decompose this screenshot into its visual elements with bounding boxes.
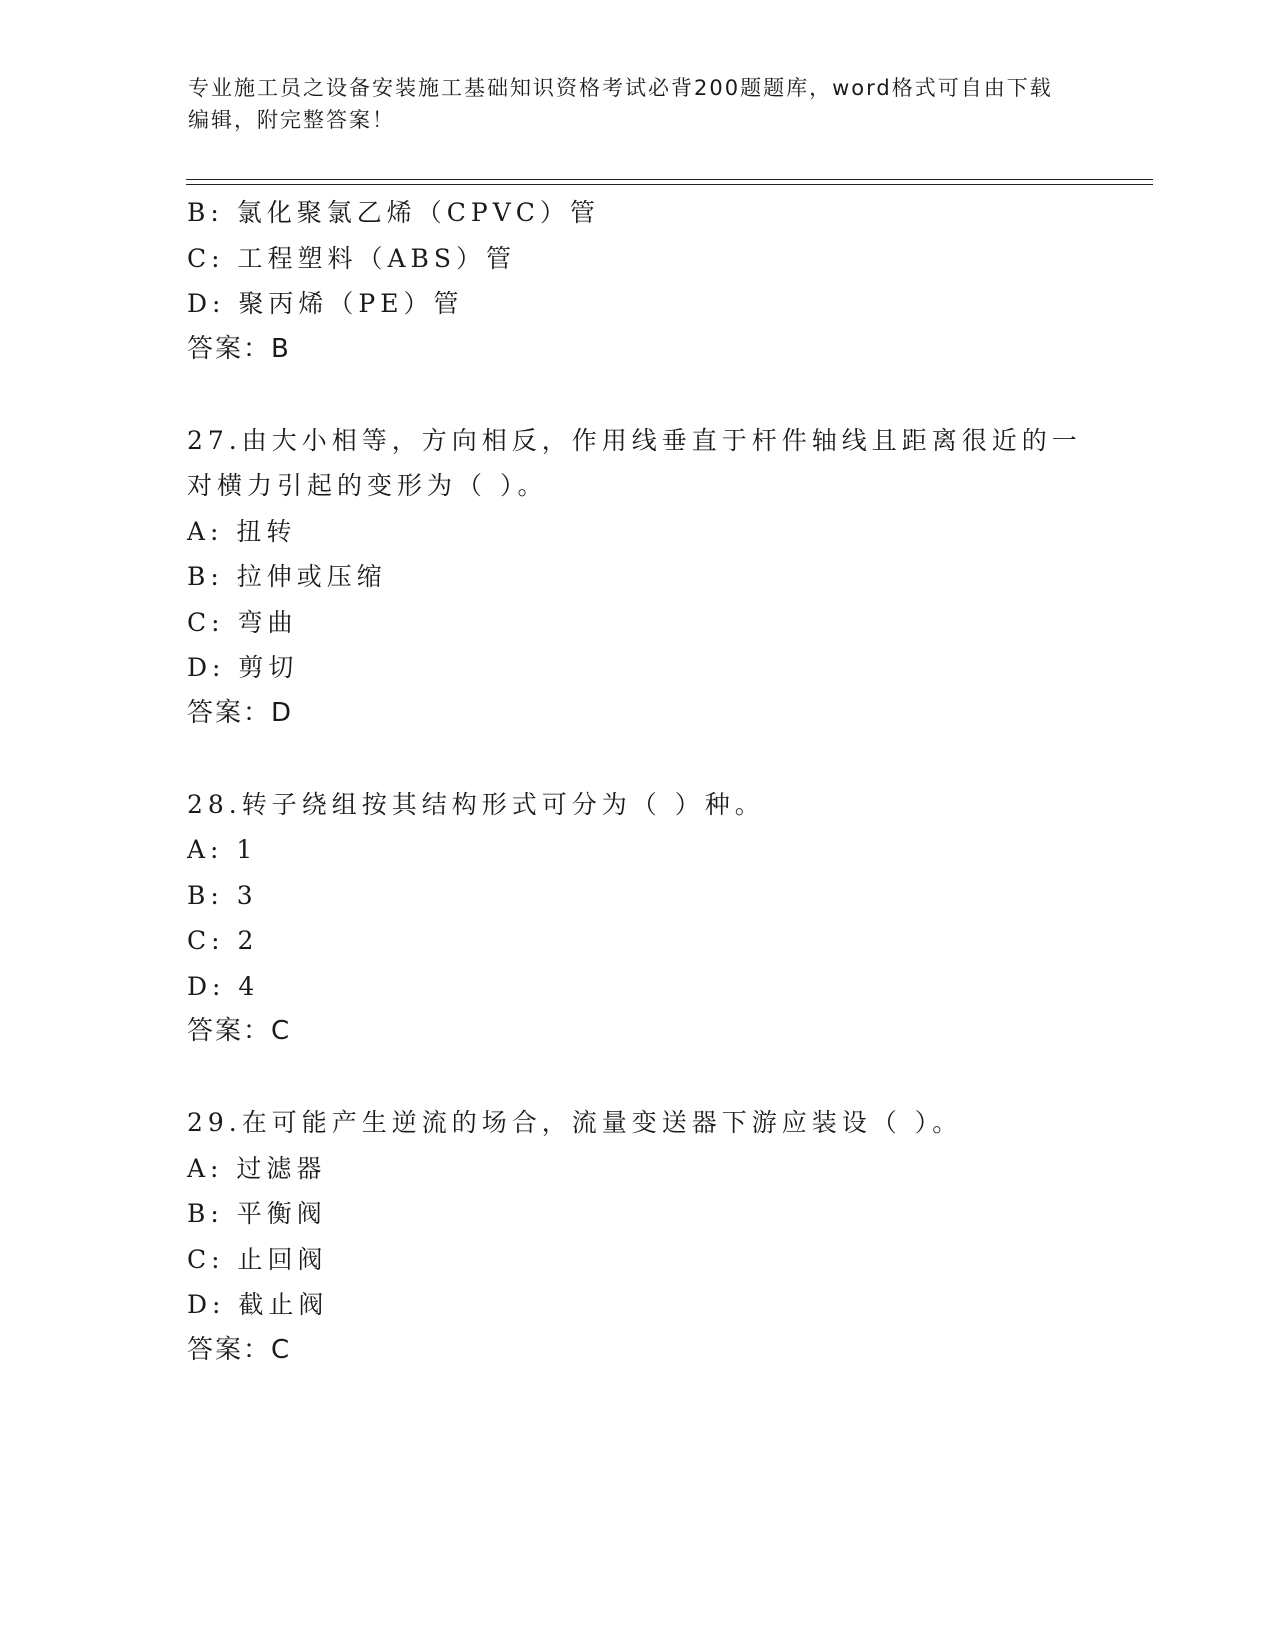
spacer (187, 736, 1147, 782)
option-d: D: 聚丙烯（PE）管 (187, 289, 464, 318)
option-b: B: 平衡阀 (187, 1199, 327, 1228)
answer-line: 答案：C (187, 1334, 292, 1365)
option-c: C: 2 (187, 926, 259, 955)
question-text: 29.在可能产生逆流的场合，流量变送器下游应装设（ ）。 (187, 1108, 963, 1137)
option-d: D: 截止阀 (187, 1290, 329, 1319)
answer-line: 答案：C (187, 1016, 292, 1046)
question-block-29 (187, 1100, 1147, 1373)
option-c: C: 止回阀 (187, 1244, 328, 1274)
question-block-27 (187, 418, 1147, 737)
header-divider (186, 179, 1153, 180)
answer-line: 答案：D (187, 697, 294, 728)
option-d: D: 4 (187, 971, 260, 1001)
answer-line: 答案：B (187, 333, 291, 364)
option-b: B: 氯化聚氯乙烯（CPVC）管 (187, 198, 600, 227)
option-a: A: 1 (187, 835, 258, 864)
question-block-28 (187, 782, 1147, 1055)
question-text: 27.由大小相等，方向相反，作用线垂直于杆件轴线且距离很近的一对横力引起的变形为（ ）。 (187, 425, 1082, 500)
question-text: 28.转子绕组按其结构形式可分为（ ）种。 (187, 789, 765, 819)
option-c: C: 弯曲 (187, 607, 298, 637)
spacer (187, 372, 1147, 418)
header-divider-second (186, 184, 1153, 185)
option-b: B: 拉伸或压缩 (187, 562, 387, 591)
option-b: B: 3 (187, 880, 258, 910)
option-a: A: 扭转 (187, 516, 297, 546)
option-a: A: 过滤器 (187, 1153, 327, 1183)
question-list (187, 190, 1147, 1373)
prev-question-block (187, 190, 1147, 372)
document-header: 专业施工员之设备安装施工基础知识资格考试必背200题题库，word格式可自由下载编辑，附完整答案！ (188, 76, 1053, 132)
option-c: C: 工程塑料（ABS）管 (187, 243, 517, 273)
spacer (187, 1055, 1147, 1101)
option-d: D: 剪切 (187, 653, 299, 682)
